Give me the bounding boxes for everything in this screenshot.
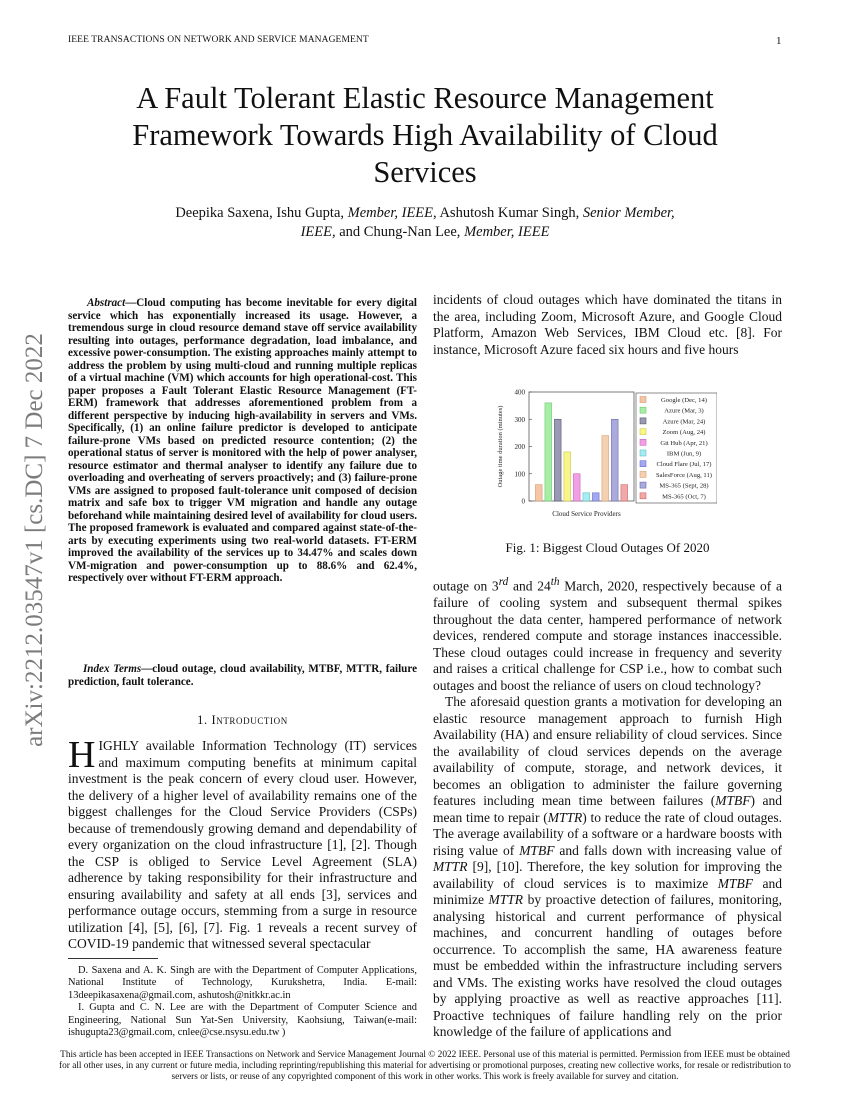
legend-label: Git Hub (Apr, 21) (660, 439, 708, 447)
bar (611, 419, 618, 501)
y-axis-label: Outage time duration (minutes) (497, 405, 504, 488)
bar (583, 493, 590, 501)
legend-label: SalesForce (Aug, 11) (656, 471, 712, 479)
abstract-text: —Cloud computing has become inevitable for every digital service which has exponentially increased its usage. However, a tremendous surge in cloud resource demand stave off service availability resulting into outages, performance degradation, load imbalance, and excessive power-consumption. The existing approaches mainly attempt to address the problem by using multi-cloud and running multiple replicas of a virtual machine (VM) which accounts for high operational-cost. This paper proposes a Fault Tolerant Elastic Resource Management (FT-ERM) framework that addresses aforementioned problem from a different perspective by inducing high-availability in servers and VMs. Specifically, (1) an online failure predictor is developed to anticipate failure-prone VMs based on predicted resource contention; (2) the operational status of server is monitored with the help of power analyser, resource estimator and thermal analyser to identify any failure due to overloading and overheating of servers proactively; and (3) failure-prone VMs are assigned to proposed fault-tolerance unit composed of decision matrix and safe box to trigger VM migration and handle any outage beforehand while maintaining desired level of availability for cloud users. The proposed framework is evaluated and compared against state-of-the-arts by executing experiments using two real-world datasets. FT-ERM improved the availability of the services up to 34.47% and scales down VM-migration and power-consumption up to 88.6% and 62.4%, respectively over without FT-ERM approach. (68, 297, 418, 584)
math-term: MTBF (519, 842, 555, 858)
bar (564, 452, 571, 501)
legend-label: Azure (Mar, 3) (664, 407, 704, 415)
superscript: th (550, 576, 560, 588)
legend-swatch (640, 450, 646, 456)
legend-label: MS-365 (Oct, 7) (662, 493, 706, 501)
paragraph (433, 574, 782, 694)
author-list (95, 204, 755, 242)
text-run: and 24 (508, 578, 551, 594)
arxiv-id: arXiv:2212.03547v1 [cs.DC] 7 Dec 2022 (21, 333, 48, 747)
x-axis-label: Cloud Service Providers (552, 510, 621, 518)
y-tick-label: 300 (514, 415, 525, 424)
text-run: outage on 3 (433, 578, 499, 594)
text-run: ) to reduce the rate of cloud outages. The average availability of a software or a hardware boosts with rising value of (433, 809, 783, 858)
legend-swatch (640, 429, 646, 435)
legend-label: Cloud Flare (Jul, 17) (656, 461, 712, 469)
legend-swatch (640, 461, 646, 467)
legend-swatch (640, 471, 646, 477)
math-term: MTTR (488, 892, 524, 907)
author-role: Senior Member, (582, 205, 675, 221)
legend-swatch (640, 407, 646, 413)
section-title: Introduction (211, 713, 288, 727)
copyright-notice: This article has been accepted in IEEE Transactions on Network and Service Management Journal © 2022 IEEE. Personal use of this material is permitted. Permission from IEEE must be obtained for all other uses, in any current or future media, including reprinting/republishing this material for advertising or promotional purposes, creating new collective works, for resale or redistribution to servers or lists, or reuse of any copyrighted component of this work in other works. This work is freely available for survey and citation. (59, 1050, 791, 1082)
y-tick-label: 400 (514, 388, 525, 397)
text-run: by proactive detection of failures, monitoring, analysing historical and current performance of physical machines, and concurrent handling of outages before occurrence. To accomplish the same, HA awareness feature must be embedded within the infrastructure including servers and VMs. The existing works have resolved the cloud outages by applying proactive as well as reactive approaches [11]. Proactive techniques of failure handling rely on the prior knowledge of the failure of applications and (433, 892, 782, 1039)
bar (545, 403, 552, 501)
author-names: Ashutosh Kumar Singh, (436, 205, 583, 221)
bar (573, 474, 580, 501)
journal-header: IEEE TRANSACTIONS ON NETWORK AND SERVICE MANAGEMENT (68, 35, 369, 45)
abstract-label: Abstract (86, 297, 126, 309)
section-heading (68, 713, 417, 728)
legend-label: IBM (Jun, 9) (666, 450, 702, 458)
arxiv-stamp (10, 300, 60, 780)
outage-bar-chart (492, 385, 717, 525)
footnotes (68, 965, 417, 1039)
y-tick-label: 100 (514, 470, 525, 479)
superscript: rd (498, 576, 509, 588)
author-role: Member, IEEE, (347, 205, 437, 221)
intro-text: available Information Technology (IT) services and maximum computing benefits at minimum capital investment is the peak concern of every cloud user. However, the delivery of a higher level of availability remains one of the biggest challenges for the Cloud Service Providers (CSPs) because of tremendously growing demand and dependability of every organization on the cloud infrastructure [1], [2]. Though the CSP is obliged to Service Level Agreement (SLA) adherence by taking responsibility for their infrastructure and ensuring availability and safety at all ends [3], services and performance outage occurs, stemming from a surge in resource utilization [4], [5], [6], [7]. Fig. 1 reveals a recent survey of COVID-19 pandemic that witnessed several spectacular (68, 738, 417, 951)
author-names: Deepika Saxena, Ishu Gupta, (175, 205, 348, 221)
y-tick-label: 0 (521, 497, 525, 506)
bar (554, 419, 561, 501)
legend-swatch (640, 493, 646, 499)
page-number: 1 (776, 35, 782, 47)
legend-swatch (640, 418, 646, 424)
legend-swatch (640, 397, 646, 403)
author-names: and Chung-Nan Lee, (335, 224, 465, 240)
math-term: MTBF (715, 793, 751, 808)
index-terms-text: —cloud outage, cloud availability, MTBF, MTTR, failure prediction, fault tolerance. (68, 663, 417, 688)
author-role: Member, IEEE (464, 224, 550, 240)
index-terms-label: Index Terms (82, 663, 142, 675)
drop-cap: H (68, 734, 96, 776)
intro-lead: IGHLY (98, 738, 139, 753)
author-role: IEEE, (300, 224, 336, 240)
footnote: D. Saxena and A. K. Singh are with the Department of Computer Applications, National Institute of Technology, Kurukshetra, India. E-mail: 13deepikasaxena@gmail.com, ashutosh@nitkkr.ac.in (68, 965, 417, 1001)
legend-label: MS-365 (Sept, 28) (659, 482, 709, 490)
paragraph (433, 694, 782, 1041)
text-run: March, 2020, respectively because of a failure of cooling system and subsequent thermal spikes throughout the data center, hampered performance of network devices, rendered compute and storage instances inaccessible. These cloud outages could increase in frequency and severity and raises a critical challenge for CSP i.e., how to combat such outages and boost the reliance of users on cloud technology? (433, 578, 782, 693)
right-column-body (433, 574, 782, 1041)
text-run: and minimize (433, 875, 782, 907)
bar (602, 436, 609, 501)
section-number: 1. (197, 713, 208, 727)
y-tick-label: 200 (514, 443, 525, 451)
legend-label: Zoom (Aug, 24) (662, 429, 706, 437)
figure-caption: Fig. 1: Biggest Cloud Outages Of 2020 (505, 540, 710, 555)
index-terms (68, 663, 417, 688)
text-run: The aforesaid question grants a motivation for developing an elastic resource management approach to furnish High Availability (HA) and ensure reliability of cloud services. Since the availability of cloud services depends on the average availability of compute, storage, and network devices, it becomes an obligation to administer the failure governing features including mean time between failures ( (433, 694, 782, 808)
footnote: I. Gupta and C. N. Lee are with the Department of Computer Science and Engineering, National Sun Yat-Sen University, Kaohsiung, Taiwan(e-mail: ishugupta23@gmail.com, cnlee@cse.nsysu.edu.tw ) (68, 1002, 417, 1039)
math-term: MTTR (547, 809, 583, 825)
intro-paragraph (68, 734, 417, 953)
math-term: MTBF (717, 875, 753, 891)
footnote-rule (68, 958, 158, 959)
paper-title: A Fault Tolerant Elastic Resource Management Framework Towards High Availability of Cloud Services (132, 81, 718, 189)
text-run: [9], [10]. Therefore, the key solution for improving the availability of cloud services is to maximize (433, 859, 782, 891)
math-term: MTTR (433, 859, 468, 874)
right-column-top: incidents of cloud outages which have dominated the titans in the area, including Zoom, Microsoft Azure, and Google Cloud Platform, Amazon Web Services, IBM Cloud etc. [8]. For instance, Microsoft Azure faced six hours and five hours (433, 292, 782, 357)
text-run: ) and mean time to repair ( (433, 793, 782, 825)
bar (535, 485, 542, 501)
bar (621, 485, 628, 501)
abstract (68, 297, 417, 585)
text-run: and falls down with increasing value of (554, 842, 782, 858)
legend-label: Google (Dec, 14) (661, 397, 707, 404)
legend-swatch (640, 482, 646, 488)
bar (592, 493, 599, 501)
legend-label: Azure (Mar, 24) (662, 418, 706, 426)
legend-swatch (640, 439, 646, 445)
